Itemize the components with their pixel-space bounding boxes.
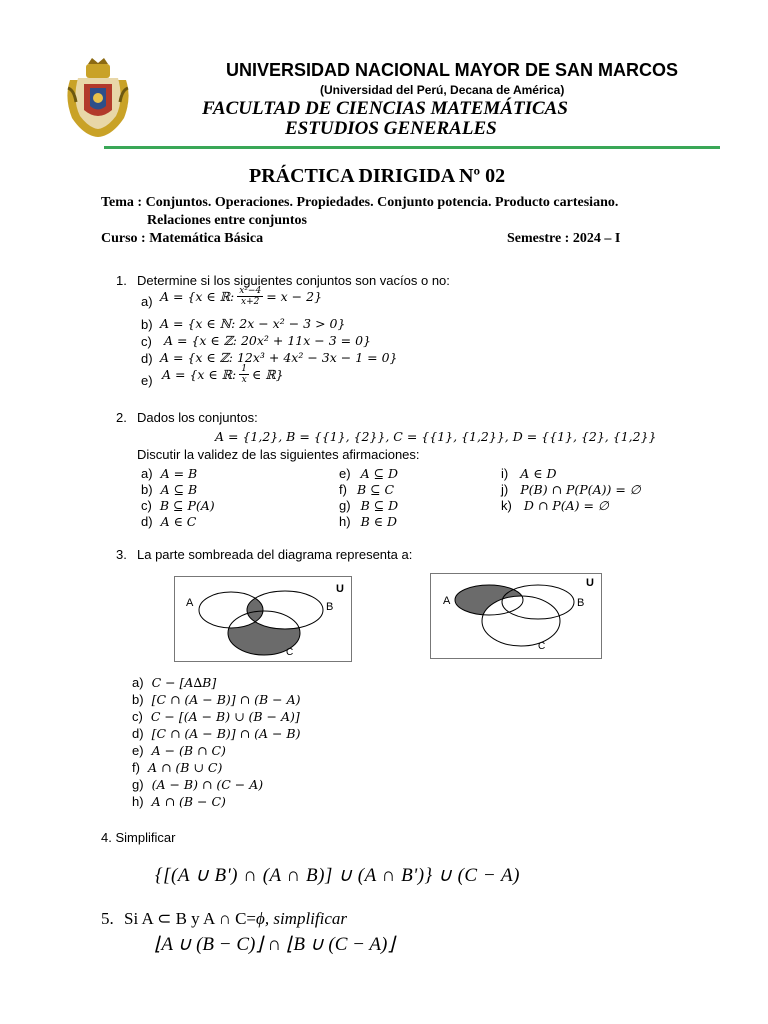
q4-title: 4. Simplificar [101,830,176,845]
q2-item [141,481,331,497]
q3-option-label: b) [132,692,144,707]
q1-e-num: 1 [241,364,247,374]
topic-line-1: Tema : Conjuntos. Operaciones. Propiedades. Conjunto potencia. Producto cartesiano. [101,195,619,210]
q2-item [141,497,331,513]
semester-label: Semestre : 2024 – I [507,231,621,246]
q2-item-label: i) [501,465,509,481]
q5-phi: ϕ, [256,909,270,928]
q1-a-num: x²−4 [239,286,262,296]
q1-e-fraction [239,364,249,385]
q2-item-label: g) [339,497,351,513]
header-divider [104,146,720,149]
q1-a-post: = x − 2} [266,289,323,304]
q2-number: 2. [116,410,127,425]
q2-column-1 [141,465,331,529]
q2-item [339,481,489,497]
q2-item-label: h) [339,513,351,529]
q3-option-expr: A ∩ (B − C) [151,794,226,809]
venn1-label-b: B [326,601,334,613]
q3-option-expr: C − [A∆B] [151,675,217,690]
q2-item [339,465,489,481]
q5-expression: ⌊A ∪ (B − C)⌋ ∩ ⌊B ∪ (C − A)⌋ [154,934,395,955]
q2-item [339,497,489,513]
practice-title: PRÁCTICA DIRIGIDA Nº 02 [249,165,506,187]
q3-option-label: h) [132,794,144,809]
q3-number: 3. [116,547,127,562]
topic-line-2: Relaciones entre conjuntos [147,213,307,228]
venn2-label-a: A [443,595,451,607]
q1-d-expr: A = {x ∈ ℤ: 12x³ + 4x² − 3x − 1 = 0} [160,350,398,365]
university-name: UNIVERSIDAD NACIONAL MAYOR DE SAN MARCOS [226,60,679,80]
q2-item-label: j) [501,481,509,497]
q1-a-den: x+2 [241,297,260,307]
q2-item [501,497,701,513]
q3-text: La parte sombreada del diagrama representa a: [137,547,413,562]
q3-option [132,742,432,759]
q3-option [132,708,432,725]
q2-item-label: e) [339,465,351,481]
venn-diagram-1 [174,576,352,662]
q5-text-pre: Si A ⊂ B y A ∩ C= [124,909,257,928]
q3-option [132,691,432,708]
q3-option-expr: A − (B ∩ C) [151,743,226,758]
q1-c-expr: A = {x ∈ ℤ: 20x² + 11x − 3 = 0} [164,333,372,348]
q3-option-expr: C − [(A − B) ∪ (B − A)] [150,709,300,724]
q1-b-label: b) [141,317,153,332]
q3-option [132,725,432,742]
q3-option [132,776,432,793]
q3-option-label: a) [132,675,144,690]
q3-options [132,674,432,810]
q1-e-pre: A = {x ∈ ℝ: [162,367,237,382]
q1-text: Determine si los siguientes conjuntos son vacíos o no: [137,273,450,288]
q2-item-expr: A ⊆ B [160,481,198,497]
q1-number: 1. [116,273,127,288]
q5-number: 5. [101,909,114,928]
venn1-label-c: C [286,647,294,658]
q2-item [501,465,701,481]
venn1-label-u: U [336,583,344,595]
q2-text: Dados los conjuntos: [137,410,258,425]
course-label: Curso : Matemática Básica [101,231,264,246]
q5-statement [101,909,347,929]
q1-a-pre: A = {x ∈ ℝ: [160,289,235,304]
q2-item-expr: B ⊆ C [356,481,395,497]
q2-discuss: Discutir la validez de las siguientes afirmaciones: [137,447,420,462]
q5-text-post: simplificar [269,909,347,928]
q3-option-expr: (A − B) ∩ (C − A) [151,777,264,792]
q3-option [132,674,432,691]
q2-item-label: c) [141,497,152,513]
q3-option-label: c) [132,709,143,724]
q3-option-expr: [C ∩ (A − B)] ∩ (B − A) [151,692,301,707]
q3-option-label: e) [132,743,144,758]
q2-column-3 [501,465,701,513]
q3-option-label: g) [132,777,144,792]
university-crest-logo [64,58,132,138]
q2-item-expr: D ∩ P(A) = ∅ [523,497,609,513]
q2-item [141,513,331,529]
q1-e-expr [162,364,284,385]
q3-option [132,759,432,776]
q2-item-label: k) [501,497,512,513]
q2-item-expr: A = B [160,465,198,481]
q2-item-expr: B ∈ D [360,513,397,529]
faculty-name: FACULTAD DE CIENCIAS MATEMÁTICAS [202,98,568,119]
q1-c-label: c) [141,334,152,349]
q3-option-label: f) [132,760,140,775]
q1-a-fraction [237,286,263,307]
q1-a-label: a) [141,294,153,309]
q2-item-label: a) [141,465,153,481]
q2-column-2 [339,465,489,529]
university-subtitle: (Universidad del Perú, Decana de América) [320,83,565,97]
q3-option [132,793,432,810]
q2-item [501,481,701,497]
q2-item-label: d) [141,513,153,529]
q3-option-label: d) [132,726,144,741]
q2-item-expr: B ⊆ D [360,497,399,513]
q3-option-expr: A ∩ (B ∪ C) [147,760,223,775]
general-studies: ESTUDIOS GENERALES [285,118,497,139]
q2-item-expr: P(B) ∩ P(P(A)) = ∅ [520,481,641,497]
q1-e-post: ∈ ℝ} [251,367,284,382]
q4-expression: {[(A ∪ B') ∩ (A ∩ B)] ∪ (A ∩ B')} ∪ (C − A) [155,865,520,886]
q2-item-expr: A ⊆ D [360,465,399,481]
q2-item-expr: B ⊆ P(A) [159,497,215,513]
q2-item-label: b) [141,481,153,497]
q3-option-expr: [C ∩ (A − B)] ∩ (A − B) [151,726,301,741]
q1-b-expr: A = {x ∈ ℕ: 2x − x² − 3 > 0} [160,316,346,331]
q2-sets: A = {1,2}, B = {{1}, {2}}, C = {{1}, {1,2}}, D = {{1}, {2}, {1,2}} [215,429,657,444]
q1-e-den: x [241,375,247,385]
q1-e-label: e) [141,373,153,388]
q2-item [141,465,331,481]
venn-diagram-2 [430,573,602,659]
q1-a-expr [160,286,322,307]
venn1-label-a: A [186,597,194,609]
q2-item-expr: A ∈ D [520,465,557,481]
q2-item-expr: A ∈ C [160,513,197,529]
q2-item-label: f) [339,481,347,497]
q2-item [339,513,489,529]
venn2-label-b: B [577,597,585,609]
q1-d-label: d) [141,351,153,366]
venn2-label-u: U [586,577,594,589]
venn2-label-c: C [538,641,546,652]
